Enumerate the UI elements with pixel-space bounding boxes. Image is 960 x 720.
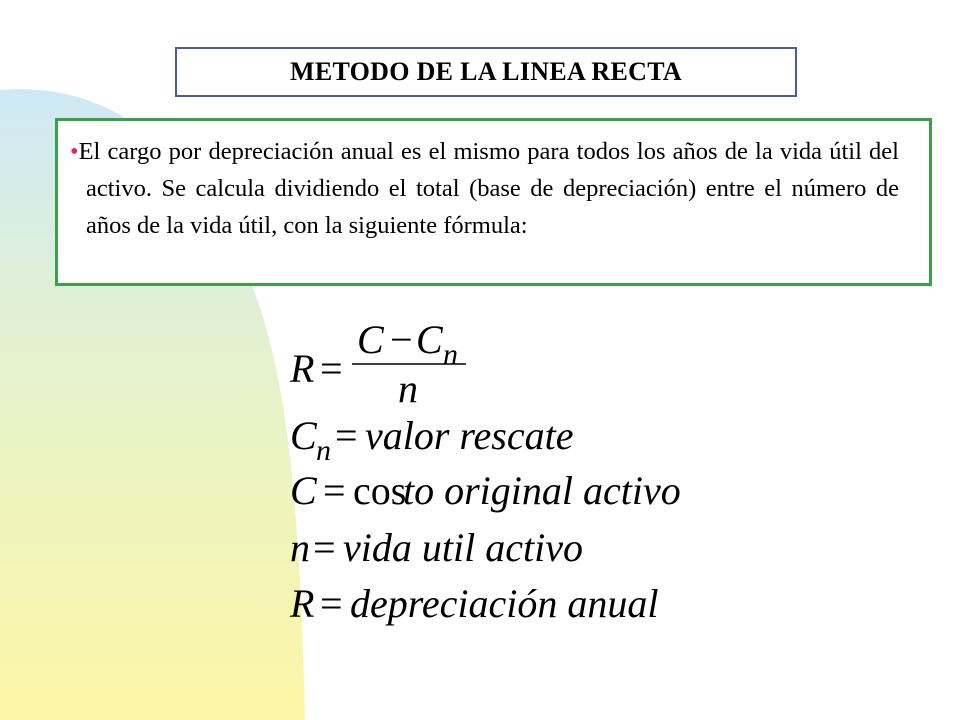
formula-cn-sub: n	[443, 338, 458, 371]
formula-n: n	[398, 366, 418, 411]
page-title: METODO DE LA LINEA RECTA	[290, 57, 682, 86]
def-c-equals: =	[323, 468, 346, 513]
description-text: El cargo por depreciación anual es el mismo para todos los años de la vida útil del activo. Se calcula dividiendo el total (base de depreciación) entre el número de años de la vida útil, con la siguiente fórmula:	[78, 138, 899, 239]
def-cn-symbol: C	[290, 413, 317, 458]
def-n-text: vida util activo	[343, 525, 583, 570]
formula-cn-base: C	[416, 317, 443, 362]
def-c-symbol: C	[290, 468, 317, 513]
formula-equals: =	[320, 346, 343, 391]
def-r-symbol: R	[290, 581, 315, 626]
def-cn-text: valor rescate	[365, 413, 574, 458]
def-r-text: depreciación anual	[350, 581, 659, 626]
def-cn-equals: =	[335, 413, 358, 458]
formula-r: R	[290, 346, 315, 391]
def-n-symbol: n	[290, 525, 310, 570]
formula-minus: −	[390, 317, 413, 362]
def-c-text: to original activo	[403, 468, 681, 513]
def-r-equals: =	[320, 581, 343, 626]
def-c-upright: cos	[353, 468, 407, 513]
def-n-equals: =	[313, 525, 336, 570]
def-cn-sub: n	[316, 434, 331, 467]
bullet-icon: •	[70, 138, 79, 165]
formula-c: C	[357, 317, 384, 362]
